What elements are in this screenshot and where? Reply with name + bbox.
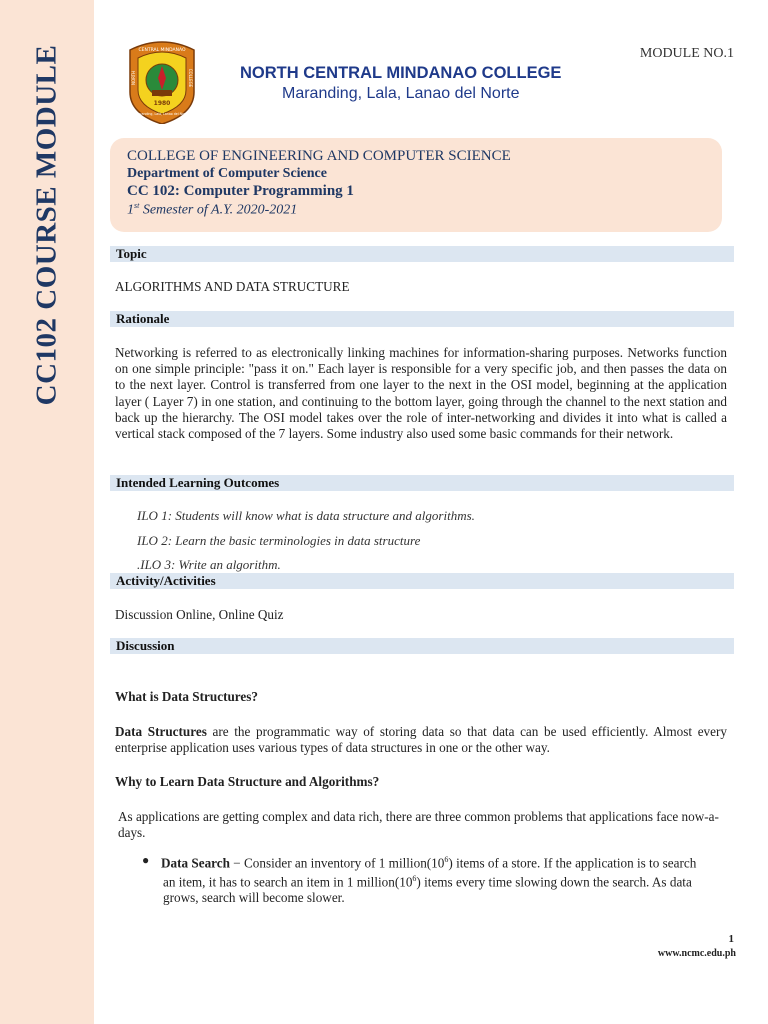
- section-header-discussion: Discussion: [110, 638, 734, 654]
- module-number: MODULE NO.1: [639, 46, 734, 61]
- footer-url[interactable]: www.ncmc.edu.ph: [657, 948, 736, 959]
- section-header-topic: Topic: [110, 246, 734, 262]
- logo-text-bottom: Maranding, Lala, Lanao del Norte: [135, 112, 189, 116]
- section-header-rationale: Rationale: [110, 311, 734, 327]
- section-header-ilo: Intended Learning Outcomes: [110, 475, 734, 491]
- sidebar-title: CC102 COURSE MODULE: [30, 44, 63, 406]
- bullet-line-3: grows, search will become slower.: [163, 890, 345, 905]
- logo-year: 1980: [153, 100, 171, 107]
- course-title: CC 102: Computer Programming 1: [127, 183, 354, 199]
- department-info-box: [110, 138, 722, 232]
- ds-definition: Data Structures are the programmatic way of storing data so that data can be used efficiently. Almost every enterprise application uses various types of data structures in one or the other way.: [115, 724, 727, 756]
- section-header-activity: Activity/Activities: [110, 573, 734, 589]
- ilo-item-3: .ILO 3: Write an algorithm.: [137, 557, 281, 572]
- intro-paragraph: As applications are getting complex and data rich, there are three common problems that applications face now-a-days.: [118, 809, 719, 841]
- bullet-line-2: an item, it has to search an item in 1 $million(10^6)$ items every time slowing down the search. As data: [163, 874, 692, 890]
- question-why-learn: Why to Learn Data Structure and Algorithms?: [115, 774, 380, 789]
- semester: 1st Semester of A.Y. 2020-2021: [127, 201, 298, 218]
- college-logo: [126, 40, 198, 124]
- activity-value: Discussion Online, Online Quiz: [115, 607, 284, 622]
- college-address: Maranding, Lala, Lanao del Norte: [282, 85, 520, 102]
- sidebar: [0, 0, 94, 1024]
- logo-text-right: COLLEGE: [188, 68, 193, 88]
- logo-text-top: CENTRAL MINDANAO: [138, 48, 186, 53]
- topic-value: ALGORITHMS AND DATA STRUCTURE: [115, 279, 350, 294]
- rationale-text: Networking is referred to as electronically linking machines for information-sharing purposes. Networks function on one simple principle: "pass it on." Each layer is responsible for a very specific job, and then passes the data on to the next layer. Control is transferred from one layer to the next in the OSI model, beginning at the application layer ( Layer 7) in one station, and continuing to the bottom layer, going through the channel to the next station and back up the hierarchy. The OSI model takes over the role of inter-networking and divides it into what is called a vertical stack composed of the 7 layers. Some industry also used some basic commands for their network.: [115, 345, 727, 442]
- department-name: Department of Computer Science: [127, 166, 327, 181]
- logo-text-left: NORTH: [131, 70, 136, 86]
- ilo-item-2: ILO 2: Learn the basic terminologies in data structure: [137, 533, 421, 548]
- college-department: COLLEGE OF ENGINEERING AND COMPUTER SCIENCE: [127, 148, 511, 164]
- ilo-item-1: ILO 1: Students will know what is data structure and algorithms.: [137, 508, 475, 523]
- college-name: NORTH CENTRAL MINDANAO COLLEGE: [240, 64, 562, 82]
- page-number: 1: [728, 933, 734, 945]
- bullet-icon: ●: [142, 853, 150, 867]
- bullet-line-1: Data Search − Consider an inventory of 1 $million(10^6)$ items of a store. If the application is to search: [161, 855, 697, 871]
- question-what-is-ds: What is Data Structures?: [115, 689, 258, 704]
